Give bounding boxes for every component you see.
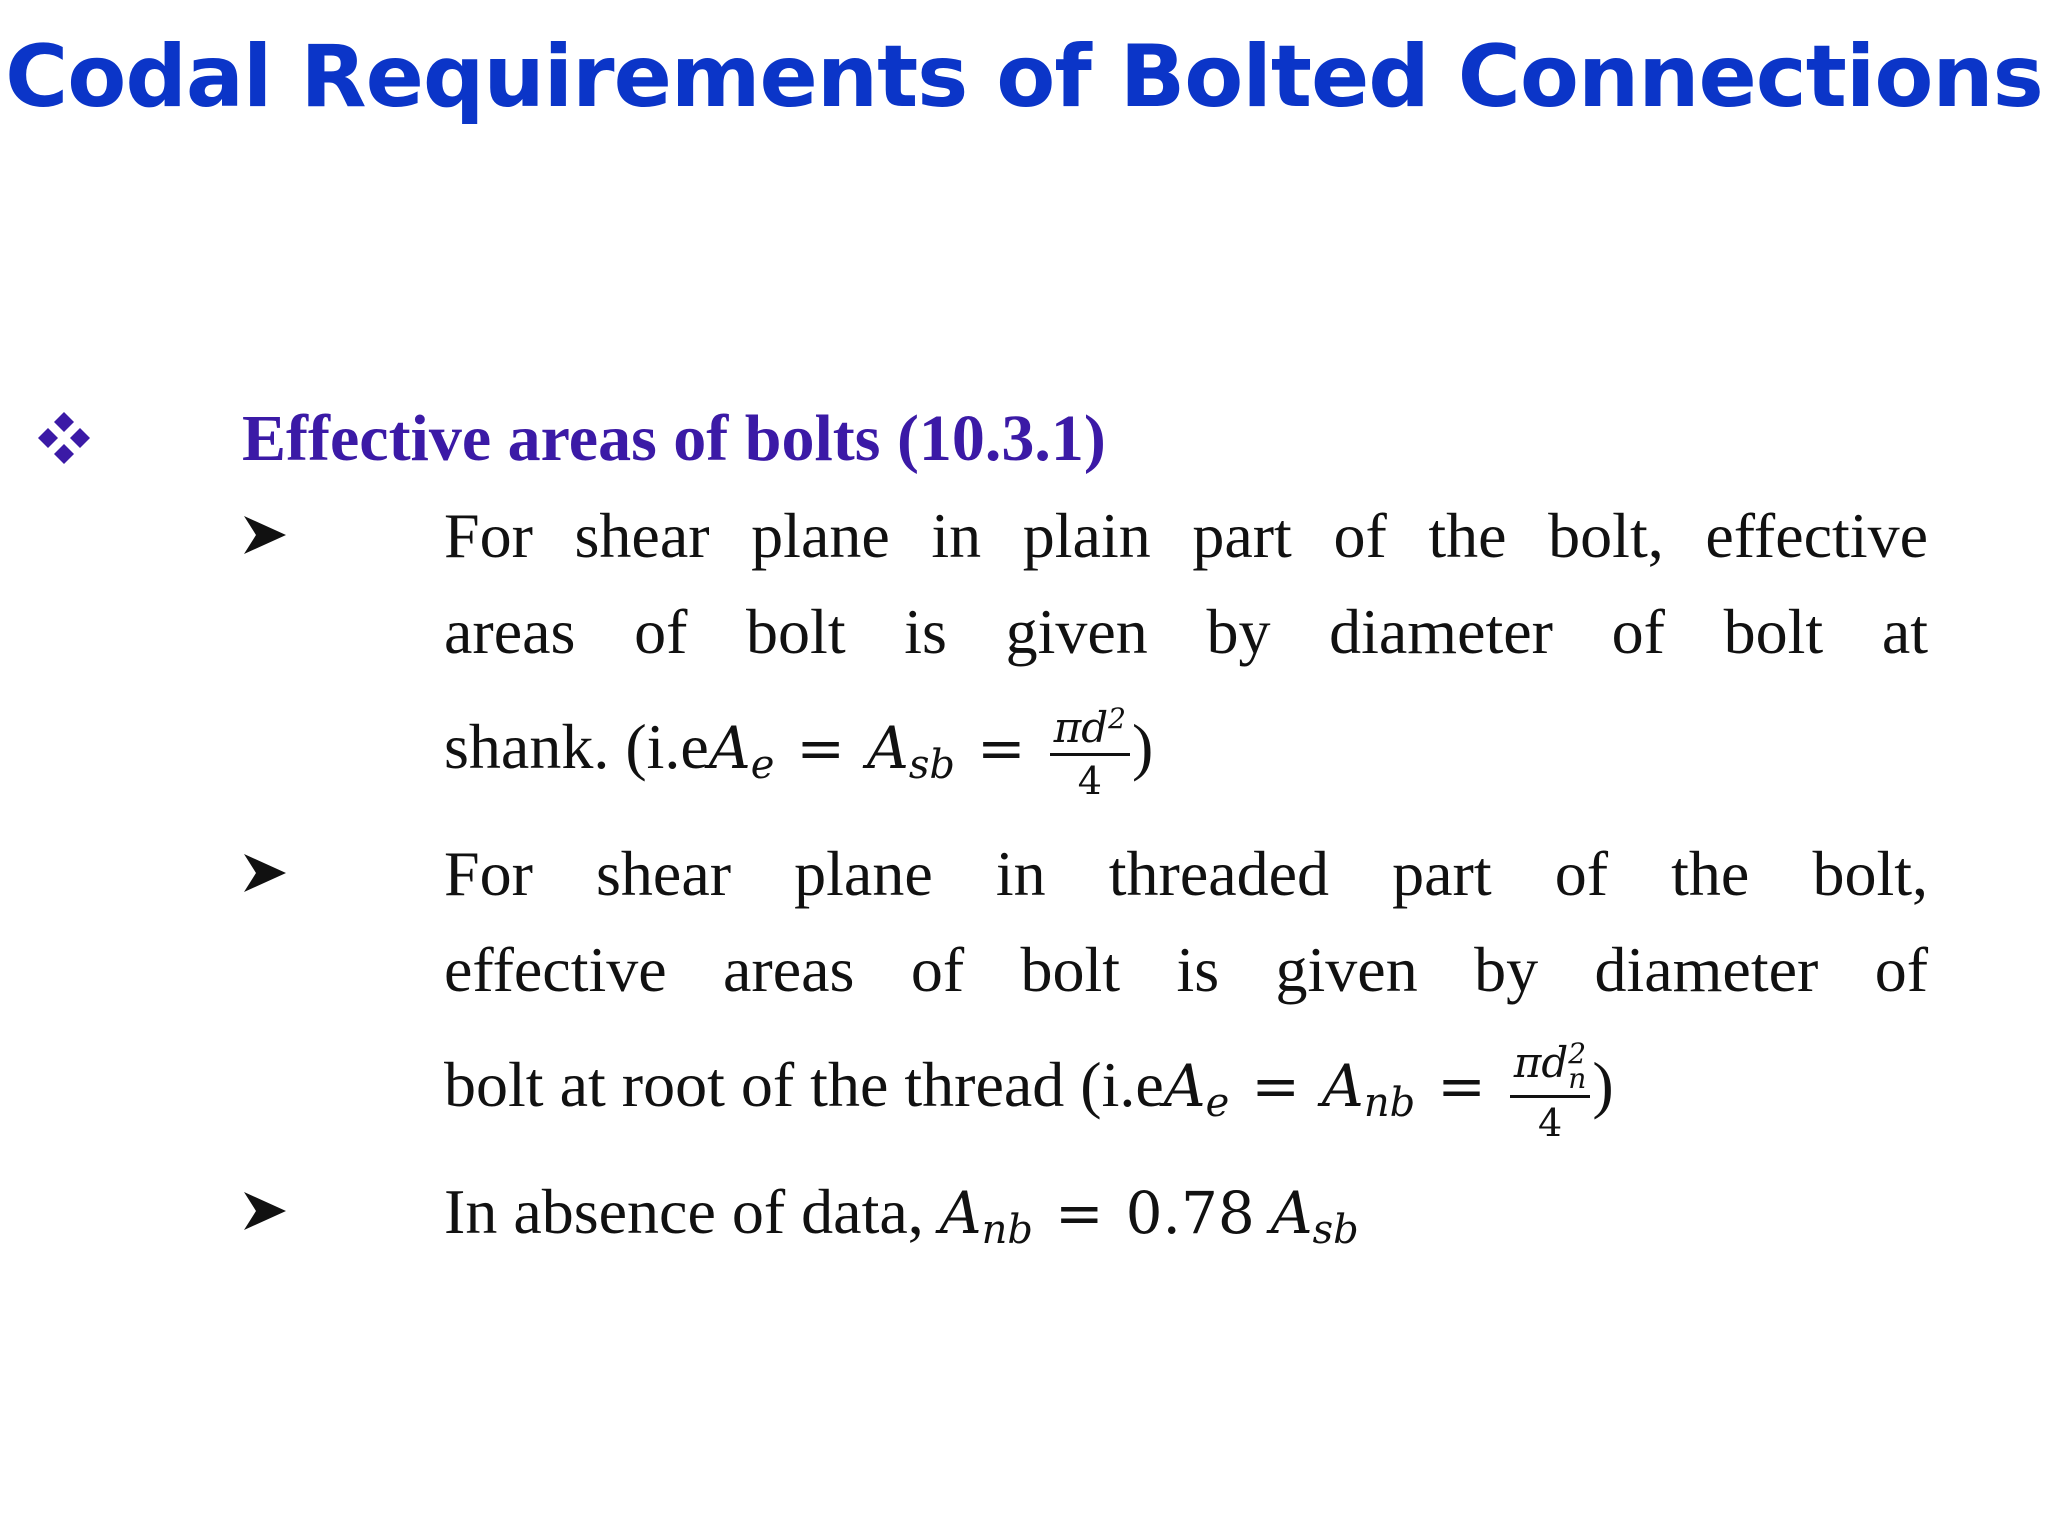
item-line-text: shank. (i.e xyxy=(444,711,709,782)
arrowhead-bullet-icon xyxy=(242,1190,288,1232)
arrowhead-bullet-icon xyxy=(242,514,288,556)
list-item-absence-of-data xyxy=(444,1164,1928,1260)
item-line: For shear plane in threaded part of the bolt, xyxy=(444,838,1928,909)
item-line: For shear plane in plain part of the bolt, effective xyxy=(444,500,1928,571)
formula-close-paren: ) xyxy=(1131,711,1154,782)
item-formula-line xyxy=(444,1164,1928,1260)
formula-asb: $A_{sb}$ xyxy=(866,714,956,788)
section-heading: Effective areas of bolts (10.3.1) xyxy=(242,402,1106,475)
formula-equals: = xyxy=(796,714,845,782)
formula-fraction: $\frac{\pi d^2}{4}$ xyxy=(1050,707,1130,800)
item-line: effective areas of bolt is given by diameter of xyxy=(444,934,1928,1005)
arrowhead-bullet-icon xyxy=(242,852,288,894)
list-item-shank-area xyxy=(444,488,1928,814)
formula-equals: = xyxy=(1251,1052,1300,1120)
four-diamond-bullet-icon xyxy=(36,410,92,466)
formula-asb: $A_{sb}$ xyxy=(1270,1179,1359,1253)
formula-coefficient: 0.78 xyxy=(1125,1179,1255,1247)
formula-fraction: πd 2 n 4 xyxy=(1510,1041,1591,1142)
formula-equals: = xyxy=(1055,1179,1104,1247)
formula-ae: $A_e$ xyxy=(708,714,775,788)
formula-anb: $A_{nb}$ xyxy=(939,1179,1034,1253)
item-formula-line xyxy=(444,1018,1928,1152)
item-line-text: bolt at root of the thread (i.e xyxy=(444,1049,1164,1120)
slide-title: Codal Requirements of Bolted Connections xyxy=(5,27,2043,127)
formula-ae: $A_e$ xyxy=(1163,1052,1230,1126)
item-line-text: In absence of data, xyxy=(444,1176,940,1247)
formula-equals: = xyxy=(977,714,1026,782)
formula-anb: $A_{nb}$ xyxy=(1321,1052,1416,1126)
list-item-thread-area xyxy=(444,826,1928,1152)
formula-close-paren: ) xyxy=(1592,1049,1614,1120)
formula-equals: = xyxy=(1437,1052,1486,1120)
item-formula-line xyxy=(444,680,1928,814)
item-line: areas of bolt is given by diameter of bolt at xyxy=(444,596,1928,667)
